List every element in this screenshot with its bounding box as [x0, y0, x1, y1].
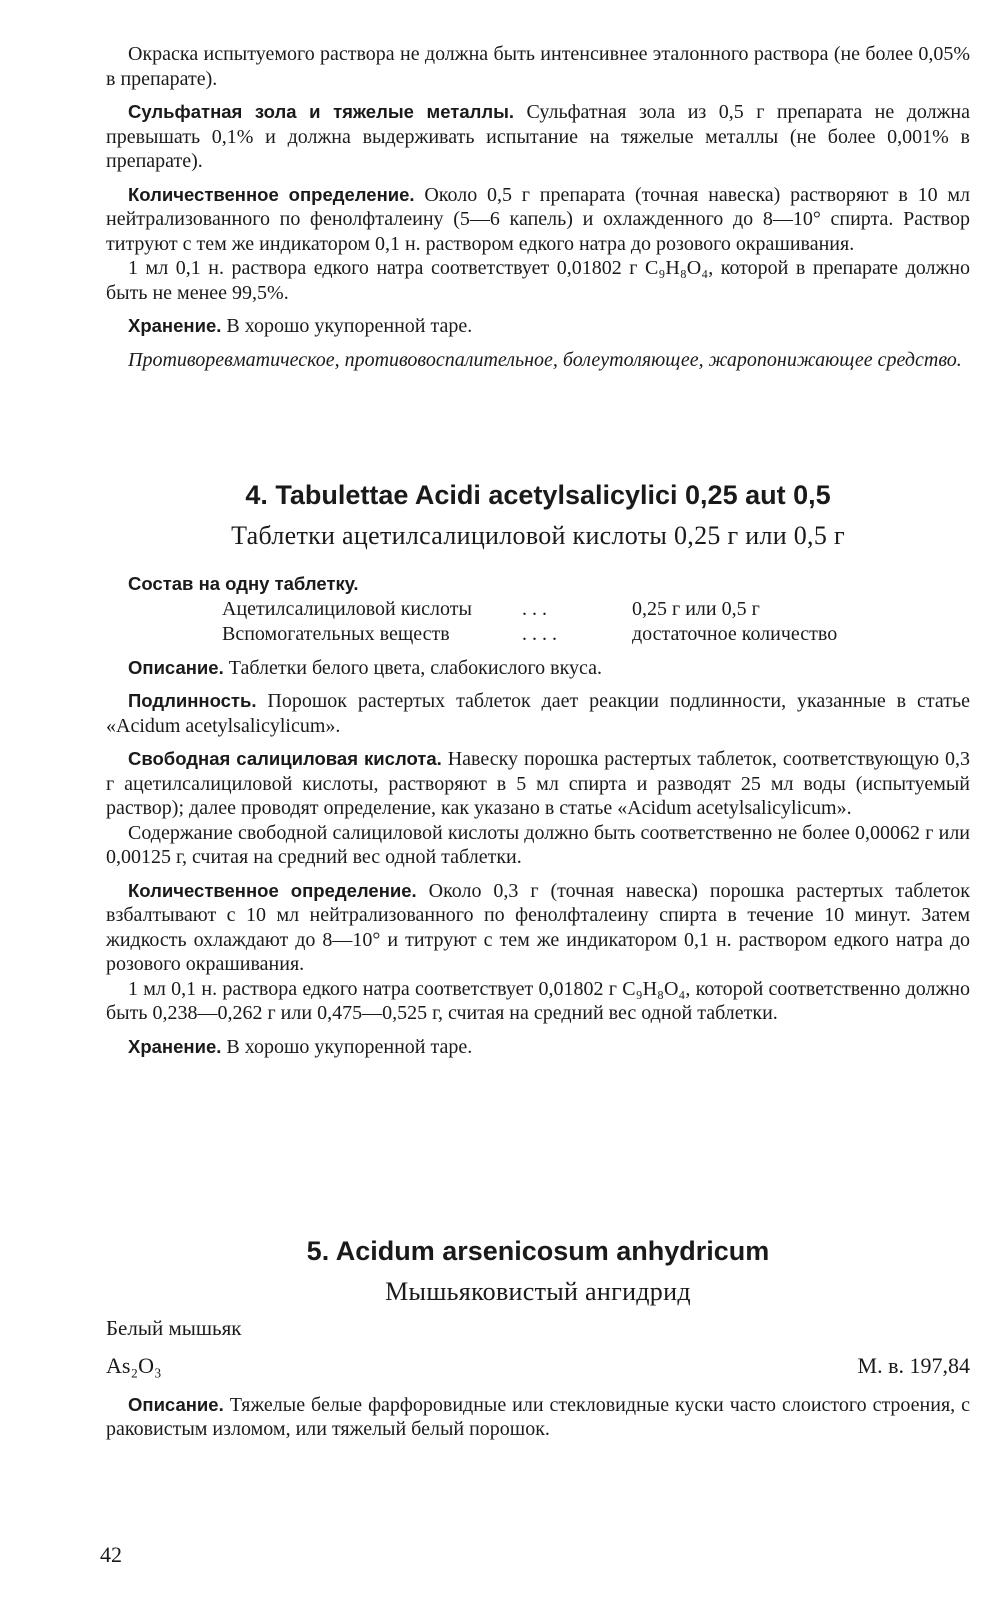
assay-paragraph: Количественное определение. Около 0,3 г (точная навеска) порошка растертых таблеток взбалтывают с 10 мл нейтрализованного по фенолфталеину спирта в течение 10 минут. Затем жидкость охлаждают до 8—10° и титруют с тем же индикатором 0,1 н. раствором едкого натра до розового окрашивания.	[106, 879, 971, 975]
composition-heading: Состав на одну таблетку.	[128, 573, 359, 594]
synonym: Белый мышьяк	[106, 1316, 242, 1340]
section-4-body	[106, 572, 970, 1059]
previous-article-tail	[106, 42, 970, 372]
color-paragraph: Окраска испытуемого раствора не должна быть интенсивнее эталонного раствора (не более 0,05% в препарате).	[106, 43, 970, 90]
section-5-body	[106, 1316, 970, 1442]
equivalence-paragraph: 1 мл 0,1 н. раствора едкого натра соответствует 0,01802 г C₉H₈O₄, которой соответственно должно быть 0,238—0,262 г или 0,475—0,525 г, считая на средний вес одной таблетки.	[106, 977, 970, 1024]
description-paragraph: Описание. Таблетки белого цвета, слабокислого вкуса.	[128, 656, 603, 679]
assay-paragraph: Количественное определение. Около 0,5 г препарата (точная навеска) растворяют в 10 мл нейтрализованного по фенолфталеину (5—6 капель) и охлажденного до 8—10° спирта. Раствор титруют с тем же индикатором 0,1 н. раствором едкого натра до розового окрашивания.	[106, 183, 971, 255]
equivalence-paragraph: 1 мл 0,1 н. раствора едкого натра соответствует 0,01802 г C₉H₈O₄, которой в препарате должно быть не менее 99,5%.	[106, 257, 970, 304]
run-in-heading: Хранение.	[128, 315, 222, 336]
sulfate-ash-paragraph: Сульфатная зола и тяжелые металлы. Сульфатная зола из 0,5 г препарата не должна превышать 0,1% и должна выдерживать испытание на тяжелые металлы (не более 0,001% в препарате).	[106, 101, 970, 172]
storage-paragraph: Хранение. В хорошо укупоренной таре.	[128, 315, 473, 337]
composition-row: Ацетилсалициловой кислоты . . . 0,25 г или 0,5 г	[222, 597, 760, 620]
section-5-heading	[106, 1236, 970, 1307]
identity-paragraph: Подлинность. Порошок растертых таблеток дает реакции подлинности, указанные в статье «Acidum acetylsalicylicum».	[106, 690, 970, 737]
usage-paragraph: Противоревматическое, противовоспалительное, болеутоляющее, жаропонижающее средство.	[128, 348, 962, 371]
free-salicylic-content: Содержание свободной салициловой кислоты должно быть соответственно не более 0,00062 г или 0,00125 г, считая на средний вес одной таблетки.	[106, 821, 970, 868]
description-paragraph: Описание. Тяжелые белые фарфоровидные или стекловидные куски часто слоистого строения, с раковистым изломом, или тяжелый белый порошок.	[106, 1393, 970, 1440]
section-title-latin: 5. Acidum arsenicosum anhydricum	[306, 1236, 770, 1266]
chemical-formula: As₂O₃	[106, 1352, 162, 1378]
molecular-weight: М. в. 197,84	[857, 1352, 970, 1378]
section-title-latin: 4. Tabulettae Acidi acetylsalicylici 0,25 aut 0,5	[245, 480, 831, 510]
run-in-heading: Сульфатная зола и тяжелые металлы.	[128, 101, 515, 122]
free-salicylic-paragraph: Свободная салициловая кислота. Навеску порошка растертых таблеток, соответствующую 0,3 г ацетилсалициловой кислоты, растворяют в 5 мл спирта и разводят 25 мл воды (испытуемый раствор); далее проводят определение, как указано в статье «Acidum acetylsalicylicum».	[106, 748, 971, 819]
section-title-russian: Мышьяковистый ангидрид	[385, 1277, 691, 1306]
formula-row	[106, 1353, 970, 1379]
composition-row: Вспомогательных веществ . . . . достаточное количество	[222, 622, 838, 645]
storage-paragraph: Хранение. В хорошо укупоренной таре.	[128, 1035, 473, 1058]
section-4-heading	[106, 480, 970, 551]
run-in-heading: Количественное определение.	[128, 183, 415, 205]
page-number: 42	[100, 1542, 122, 1567]
section-title-russian: Таблетки ацетилсалициловой кислоты 0,25 г или 0,5 г	[231, 521, 845, 550]
